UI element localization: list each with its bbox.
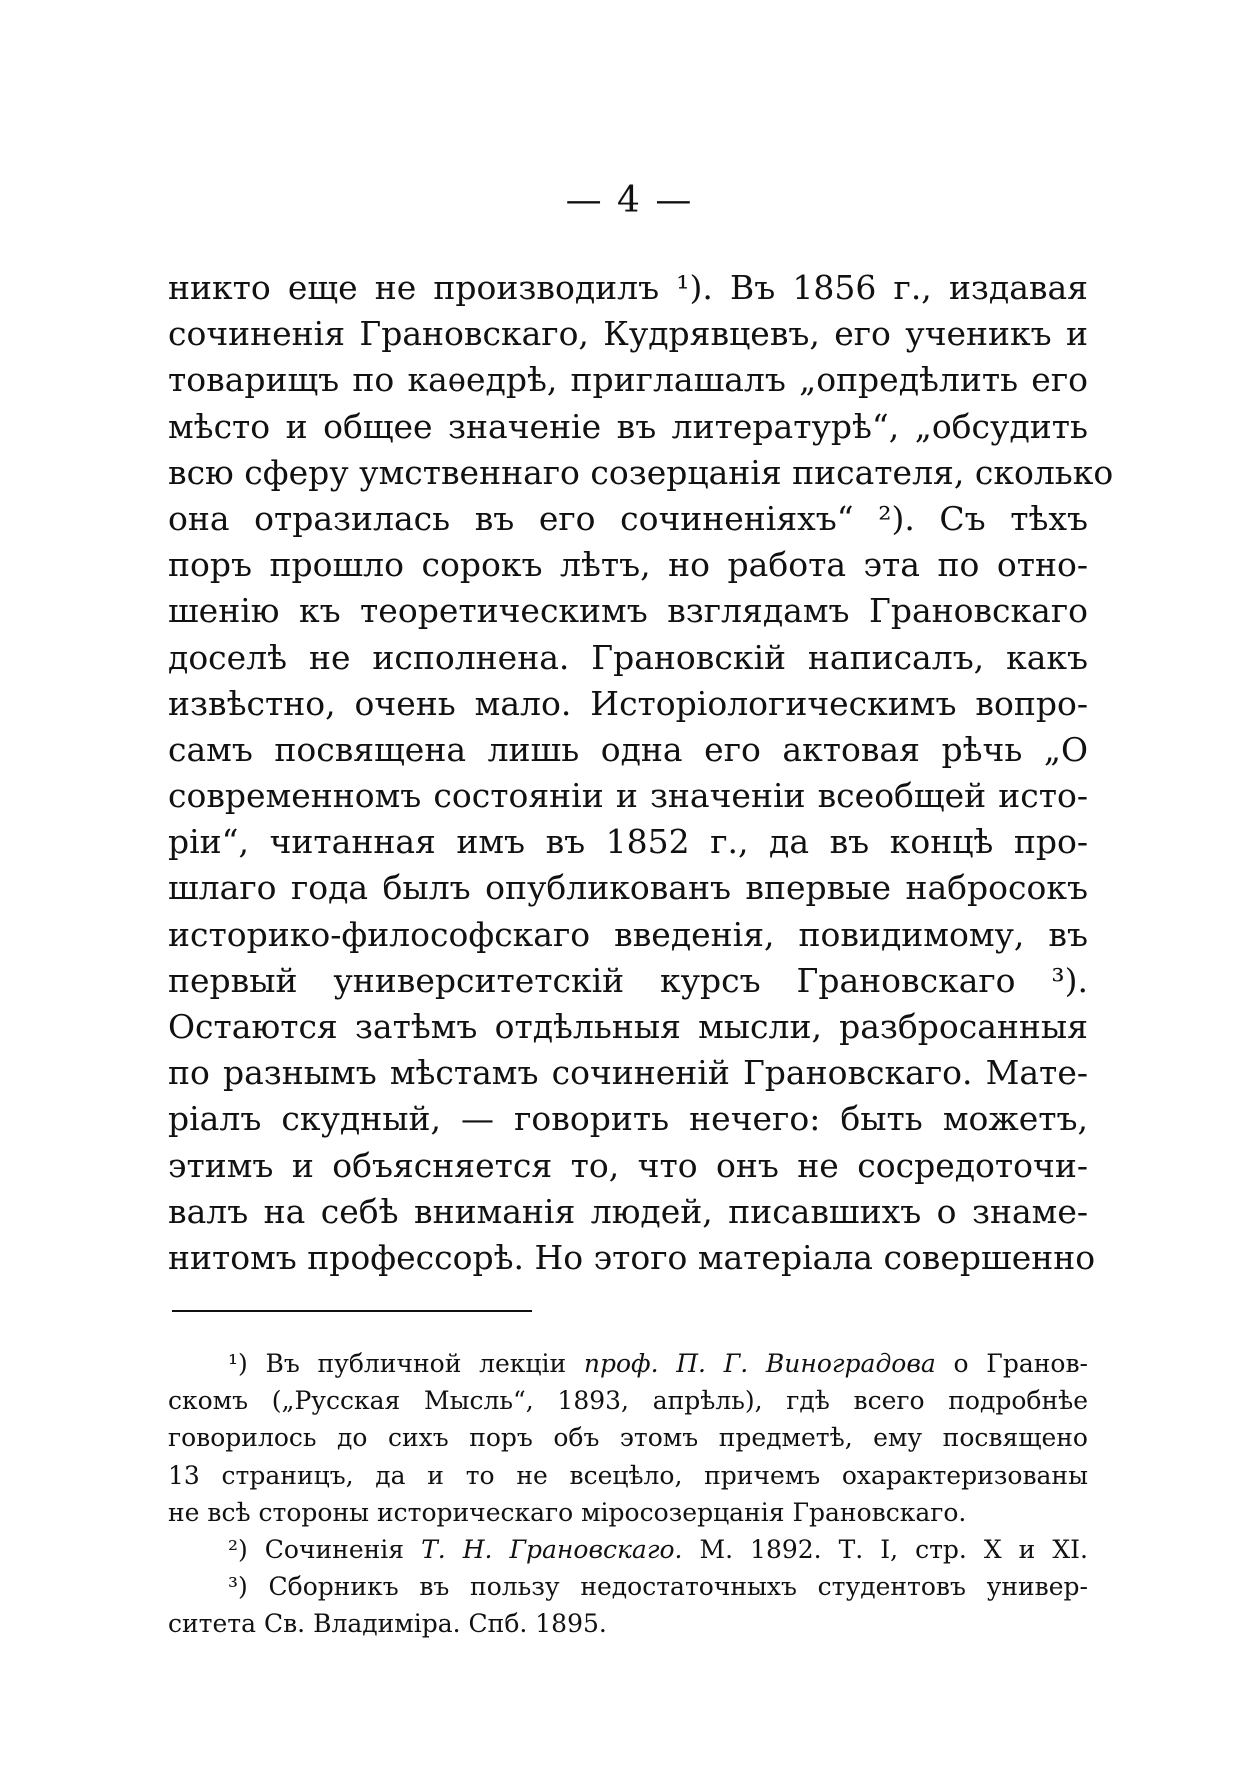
text-line: поръ прошло сорокъ лѣтъ, но работа эта по отно- [168,545,1088,585]
footnote-1-line: 13 страницъ, да и то не всецѣло, причемъ охарактеризованы [168,1460,1088,1490]
footnote-2-text: Сочиненія [264,1534,405,1564]
footnote-1-line: скомъ („Русская Мысль“, 1893, апрѣль), гдѣ всего подробнѣе [168,1386,1088,1416]
footnote-1-line [168,1345,1088,1382]
text-line: сочиненія Грановскаго, Кудрявцевъ, его ученикъ и [168,314,1088,354]
page-number: — 4 — [565,180,694,221]
text-line: мѣсто и общее значеніе въ литературѣ“, „обсудить [168,406,1088,446]
footnote-1-marker: ¹) [228,1349,248,1378]
footnote-1-author: проф. П. Г. Виноградова [583,1349,936,1378]
text-line: первый университетскій курсъ Грановскаго ³). [168,960,1088,1000]
text-line: самъ посвящена лишь одна его актовая рѣчь „О [168,729,1088,769]
footnote-1-text: Въ публичной лекціи [265,1349,567,1378]
text-line: этимъ и объясняется то, что онъ не сосредоточи- [168,1145,1088,1185]
text-line: ріалъ скудный, — говорить нечего: быть можетъ, [168,1099,1088,1139]
footnote-2-line [168,1531,1088,1568]
text-line: извѣстно, очень мало. Исторіологическимъ вопро- [168,683,1088,723]
footnote-2-marker: ²) [228,1534,248,1564]
text-line: валъ на себѣ вниманія людей, писавшихъ о знаме- [168,1191,1088,1231]
main-text [168,265,1114,1281]
text-line: всю сферу умственнаго созерцанія писателя, сколько [168,452,1114,492]
footnote-1-line: говорилось до сихъ поръ объ этомъ предметѣ, ему посвящено [168,1423,1088,1453]
text-line: шенію къ теоретическимъ взглядамъ Грановскаго [168,591,1088,631]
text-line: ріи“, читанная имъ въ 1852 г., да въ концѣ про- [168,822,1088,862]
footnote-2-text: М. 1892. Т. I, стр. X и XI. [699,1534,1088,1564]
footnote-3-line: ситета Св. Владиміра. Спб. 1895. [168,1609,607,1639]
footnote-3-line [168,1568,1088,1605]
footnote-2-title: Т. Н. Грановскаго. [421,1534,683,1564]
text-line: историко-философскаго введенія, повидимому, въ [168,914,1088,954]
text-line: современномъ состояніи и значеніи всеобщей исто- [168,776,1088,816]
footnote-1-line: не всѣ стороны историческаго міросозерцанія Грановскаго. [168,1497,967,1527]
footnote-3-marker: ³) [228,1572,248,1602]
text-line: шлаго года былъ опубликованъ впервые набросокъ [168,868,1088,908]
footnotes [168,1345,1088,1643]
text-line: она отразилась въ его сочиненіяхъ“ ²). Съ тѣхъ [168,498,1088,538]
text-line: Остаются затѣмъ отдѣльныя мысли, разбросанныя [168,1007,1088,1046]
footnote-3-text: Сборникъ въ пользу недостаточныхъ студентовъ универ- [268,1572,1088,1602]
text-line: по разнымъ мѣстамъ сочиненій Грановскаго. Мате- [168,1053,1088,1093]
text-line: нитомъ профессорѣ. Но этого матеріала совершенно [168,1237,1096,1277]
footnote-1-text: о Гранов- [953,1349,1088,1378]
text-line: товарищъ по каѳедрѣ, приглашалъ „опредѣлить его [168,360,1088,400]
text-line: никто еще не производилъ ¹). Въ 1856 г., издавая [168,268,1088,307]
footnote-divider [172,1310,532,1312]
text-line: доселѣ не исполнена. Грановскій написалъ, какъ [168,637,1088,677]
